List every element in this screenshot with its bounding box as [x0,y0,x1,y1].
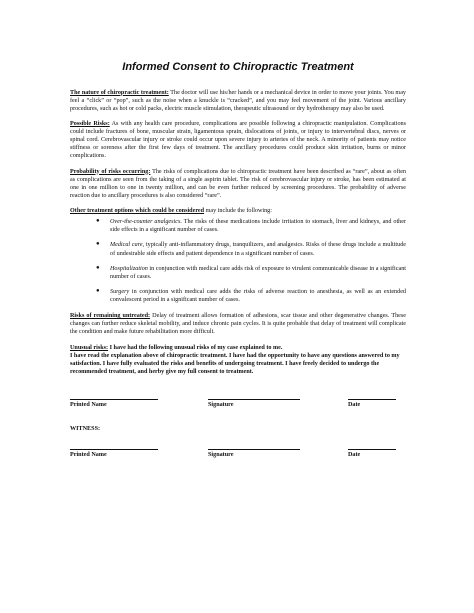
option-lead: Hospitalization [110,265,148,272]
witness-signature-field[interactable] [208,441,300,459]
nature-heading: The nature of chiropractic treatment: [70,89,169,96]
bullet-icon: ● [96,218,100,225]
options-paragraph [70,207,406,215]
consent-statement [70,344,406,377]
consent-line: I have read the explanation above of chiropractic treatment. I have had the opportunity to have any questions answered to my satisfaction. I have fully evaluated the risks and benefits of undergoing treatment. I have freely decided to undergo the recommended treatment, and herby give my full consent to treatment. [70,352,400,375]
date-label: Date [348,452,361,459]
option-text: in conjunction with medical care adds risk of exposure to virulent communicable disease in a significant number of cases. [110,265,406,280]
printed-name-label: Printed Name [70,452,107,459]
option-text: typically anti-inflammatory drugs, tranquilizers, and analgesics. Risks of these drugs include a multitude of undesirable side effects and patient dependence in a significant number of cases. [110,242,407,257]
untreated-body: Delay of treatment allows formation of adhesions, scar tissue and other degenerative changes. These changes can further reduce skeletal mobility, and induce chronic pain cycles. It is quite probable that delay of treatment will complicate the condition and make future rehabilitation more difficult. [70,313,406,336]
patient-date-field[interactable] [348,391,396,409]
witness-label: WITNESS: [70,426,101,433]
unusual-heading: Unusual risks: [70,344,109,351]
patient-signature-line[interactable] [208,391,300,400]
unusual-line1: I have had the following unusual risks of my case explained to me. [108,344,283,351]
signature-label: Signature [208,452,234,459]
patient-signature-field[interactable] [208,391,300,409]
options-heading: Other treatment options which could be considered [70,208,205,215]
option-item-analgesics [96,218,406,234]
option-lead: Over-the-counter analgesics. [110,219,182,226]
patient-date-line[interactable] [348,391,396,400]
bullet-icon: ● [96,241,100,248]
witness-name-field[interactable] [70,441,158,459]
date-label: Date [348,402,361,409]
unusual-risks-line [70,344,406,352]
risks-paragraph [70,120,406,161]
option-item-surgery [96,287,406,304]
option-item-hospitalization [96,264,406,281]
option-lead: Medical care, [110,242,145,249]
probability-heading: Probability of risks occurring: [70,168,151,175]
bullet-icon: ● [96,287,100,294]
probability-paragraph [70,168,406,201]
printed-name-label: Printed Name [70,402,107,409]
probability-body: The risks of complications due to chiropractic treatment have been described as “rare”, about as often as complications are seen from the taking of a single aspirin tablet. The risk of cerebrovascular injury or stroke, has been estimated at one in one million to one in twenty million, and can be even further reduced by screening procedures. The probability of adverse reaction due to ancillary procedures is also considered “rare”. [70,168,406,199]
option-item-medical-care [96,241,407,257]
nature-body: The doctor will use his/her hands or a mechanical device in order to move your joints. You may feel a “click” or “pop”, such as the noise when a knuckle is “cracked”, and you may feel movement of the joint. Various ancillary procedures, such as hot or cold packs, electric muscle stimulation, therapeutic ultrasound or dry hydrotherapy may also be used. [70,89,406,112]
patient-signature-row [70,391,406,411]
witness-name-line[interactable] [70,441,158,450]
option-text: in conjunction with medical care adds the risks of adverse reaction to anesthesia, as well as an extended convalescent period in a significant number of cases. [110,288,406,304]
untreated-heading: Risks of remaining untreated: [70,313,151,320]
risks-heading: Possible Risks: [70,120,110,127]
document-title: Informed Consent to Chiropractic Treatment [122,61,354,73]
option-lead: Surgery [110,288,130,295]
untreated-paragraph [70,312,406,336]
signature-label: Signature [208,402,234,409]
witness-signature-row [70,441,406,461]
patient-name-line[interactable] [70,391,158,400]
bullet-icon: ● [96,264,100,271]
witness-date-line[interactable] [348,441,396,450]
options-list [70,218,406,304]
option-text: The risks of these medications include irritation to stomach, liver and kidneys, and other side effects in a significant number of cases. [110,219,406,234]
witness-date-field[interactable] [348,441,396,459]
risks-body: As with any health care procedure, complications are possible following a chiropractic manipulation. Complications could include fractures of bone, muscular strain, ligamentous sprain, dislocations of joints, or injury to intervertebral discs, nerves or spinal cord. Cerebrovascular injury or stroke could occur upon severe injury to arteries of the neck. A minority of patients may notice stiffness or soreness after the first few days of treatment. The ancillary procedures could produce skin irritation, burns or minor complications. [70,120,406,160]
witness-signature-line[interactable] [208,441,300,450]
nature-paragraph [70,89,406,113]
options-tail: may include the following: [204,208,272,215]
patient-name-field[interactable] [70,391,158,409]
